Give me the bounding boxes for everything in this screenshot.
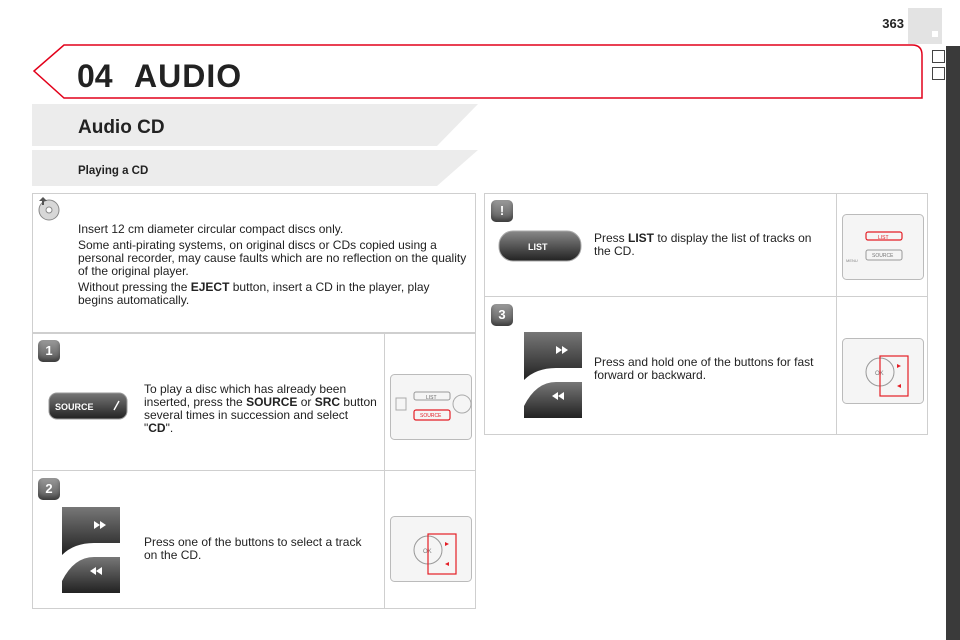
warning-text: Press LIST to display the list of tracks on the CD. (594, 231, 812, 258)
eject-label: EJECT (190, 280, 230, 294)
chapter-title: AUDIO (134, 58, 243, 94)
control-panel-seek-image (842, 338, 924, 404)
control-panel-track-image (390, 516, 472, 582)
page-tab-marker (932, 31, 938, 37)
page-number-tab (908, 8, 942, 44)
info-line-3: Without pressing the EJECT button, insert a CD in the player, play begins automatically. (78, 280, 430, 307)
chapter-number: 04 (77, 58, 113, 94)
steps-column-divider (384, 333, 385, 609)
step-3-badge: 3 (491, 304, 513, 326)
info-text (78, 223, 468, 307)
source-button-label: SOURCE (55, 402, 94, 412)
tips-column-divider (836, 193, 837, 435)
list-button-image (498, 228, 582, 264)
info-line-2: Some anti-pirating systems, on original discs or CDs copied using a personal recorder, may cause faults which are no reflection on the quality of the original player. (78, 238, 467, 278)
tips-divider (484, 296, 928, 297)
step-2-badge: 2 (38, 478, 60, 500)
seek-buttons-image (516, 330, 586, 420)
page-number: 363 (882, 16, 904, 31)
list-button-label: LIST (528, 242, 548, 252)
svg-text:SOURCE: SOURCE (872, 253, 894, 259)
step-1-badge: 1 (38, 340, 60, 362)
section-title: Audio CD (78, 117, 165, 138)
svg-text:OK: OK (423, 549, 432, 555)
info-line-1: Insert 12 cm diameter circular compact discs only. (78, 222, 344, 236)
step-3-text: Press and hold one of the buttons for fast forward or backward. (594, 355, 814, 382)
step-2-text: Press one of the buttons to select a track on the CD. (144, 535, 362, 562)
svg-text:MENU: MENU (846, 258, 858, 263)
step-1-text: To play a disc which has already been inserted, press the SOURCE or SRC button several times in succession and select "CD". (144, 382, 377, 435)
subsection-title: Playing a CD (78, 165, 149, 177)
cd-info-icon (36, 197, 64, 223)
svg-text:LIST: LIST (426, 395, 437, 401)
source-button-image (48, 392, 128, 420)
svg-text:SOURCE: SOURCE (420, 413, 442, 419)
track-buttons-image (54, 505, 124, 595)
svg-text:OK: OK (875, 371, 884, 377)
svg-text:LIST: LIST (878, 235, 889, 241)
step-divider (32, 470, 476, 471)
control-panel-list-image (842, 214, 924, 280)
side-strip (946, 46, 960, 640)
control-panel-source-image (390, 374, 472, 440)
warning-badge: ! (491, 200, 513, 222)
